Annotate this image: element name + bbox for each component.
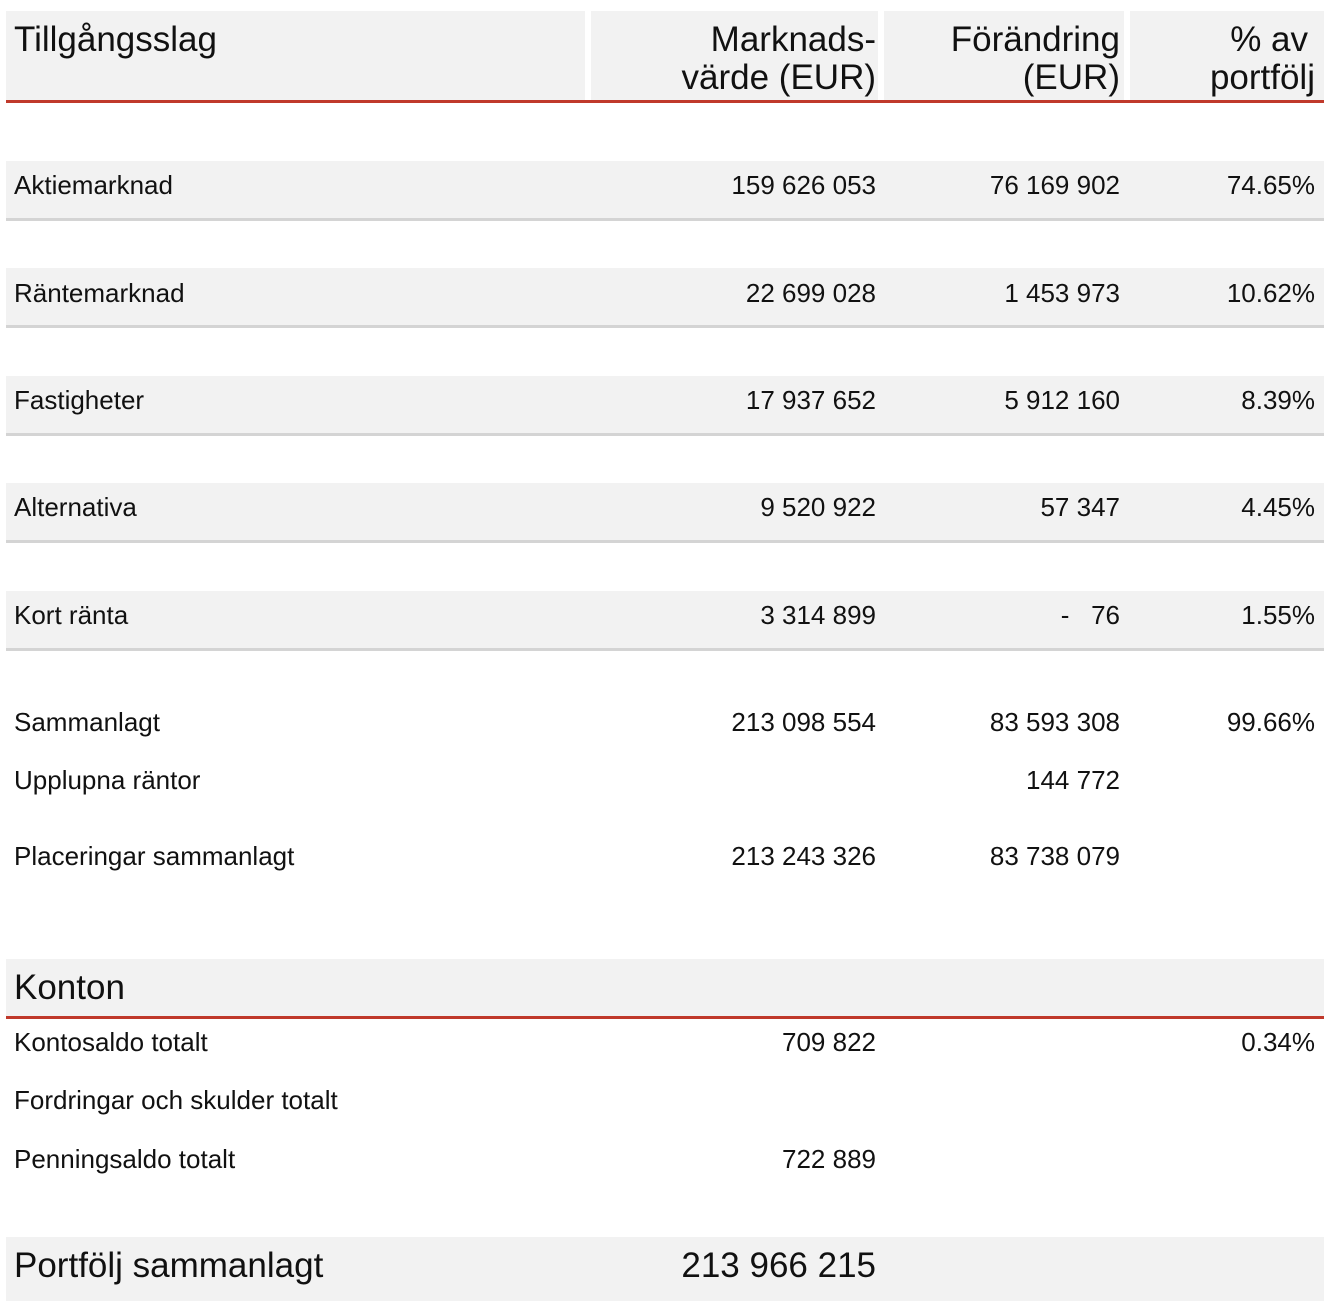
row-market-value: 22 699 028 [745, 278, 876, 308]
row-share: 4.45% [1241, 492, 1315, 522]
row-change: 76 169 902 [989, 170, 1120, 200]
accrued-interest-label: Upplupna räntor [14, 765, 201, 795]
row-market-value: 17 937 652 [745, 385, 876, 415]
header-change-line1: Förändring [950, 20, 1120, 59]
table-row [6, 268, 1324, 326]
account-balance-share: 0.34% [1241, 1027, 1315, 1057]
row-divider [6, 433, 1324, 436]
placements-total-label: Placeringar sammanlagt [14, 841, 295, 871]
header-market-value-line1: Marknads- [710, 20, 876, 59]
table-row [6, 376, 1324, 434]
placements-total-change: 83 738 079 [989, 841, 1120, 871]
table-row [6, 161, 1324, 219]
portfolio-total-value: 213 966 215 [681, 1246, 876, 1285]
row-change: - 76 [1060, 600, 1120, 630]
row-label: Räntemarknad [14, 278, 185, 308]
row-divider [6, 648, 1324, 651]
accounts-title: Konton [14, 968, 125, 1007]
row-label: Fastigheter [14, 385, 145, 415]
header-market-value-line2: värde (EUR) [681, 58, 876, 97]
row-change: 5 912 160 [1004, 385, 1120, 415]
row-divider [6, 325, 1324, 328]
accrued-interest-change: 144 772 [1026, 765, 1120, 795]
sum-label: Sammanlagt [14, 707, 160, 737]
header-share-line2: portfölj [1209, 58, 1315, 97]
account-balance-label: Kontosaldo totalt [14, 1027, 208, 1057]
row-change: 57 347 [1040, 492, 1120, 522]
header-divider [6, 100, 1324, 103]
row-share: 8.39% [1241, 385, 1315, 415]
header-share-line1: % av [1230, 20, 1308, 59]
account-balance-value: 709 822 [782, 1027, 876, 1057]
sum-change: 83 593 308 [989, 707, 1120, 737]
row-change: 1 453 973 [1004, 278, 1120, 308]
row-share: 10.62% [1226, 278, 1315, 308]
row-share: 1.55% [1241, 600, 1315, 630]
cash-balance-label: Penningsaldo totalt [14, 1144, 236, 1174]
row-divider [6, 540, 1324, 543]
receivables-label: Fordringar och skulder totalt [14, 1085, 338, 1115]
cash-balance-value: 722 889 [782, 1144, 876, 1174]
row-share: 74.65% [1226, 170, 1315, 200]
table-row [6, 483, 1324, 541]
row-market-value: 9 520 922 [760, 492, 876, 522]
row-label: Alternativa [14, 492, 137, 522]
sum-market-value: 213 098 554 [731, 707, 876, 737]
header-change-line2: (EUR) [1022, 58, 1120, 97]
row-label: Aktiemarknad [14, 170, 173, 200]
row-divider [6, 218, 1324, 221]
row-label: Kort ränta [14, 600, 129, 630]
accounts-header [6, 959, 1324, 1017]
accounts-divider [6, 1016, 1324, 1019]
sum-share: 99.66% [1226, 707, 1315, 737]
portfolio-total-label: Portfölj sammanlagt [14, 1246, 324, 1285]
row-market-value: 159 626 053 [731, 170, 876, 200]
row-market-value: 3 314 899 [760, 600, 876, 630]
table-row [6, 591, 1324, 649]
header-asset-class: Tillgångsslag [14, 20, 217, 59]
placements-total-market-value: 213 243 326 [731, 841, 876, 871]
